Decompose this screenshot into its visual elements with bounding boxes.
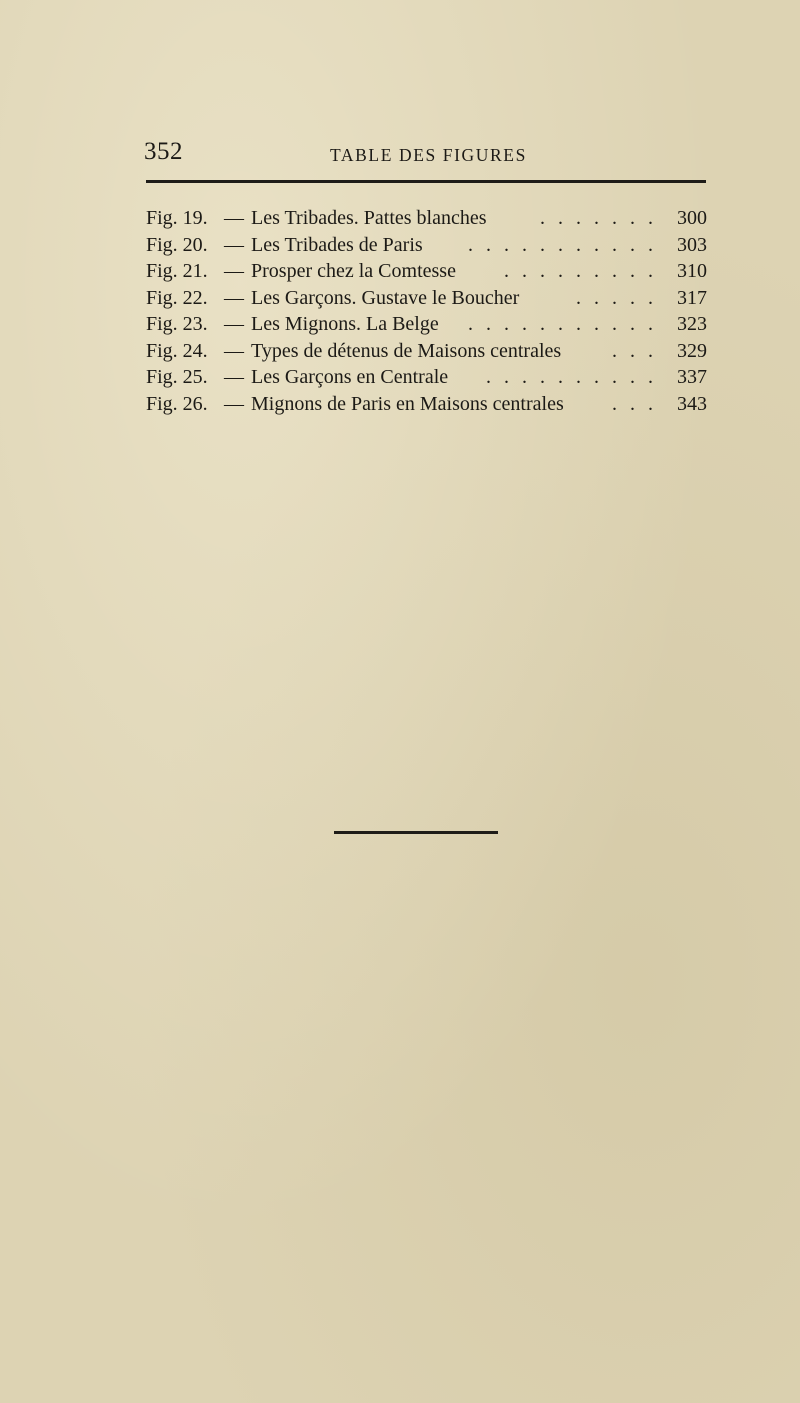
- figure-title: Types de détenus de Maisons centrales: [251, 339, 562, 362]
- list-item: [146, 391, 707, 418]
- page-reference: 317: [677, 286, 707, 309]
- entry-dash: —: [224, 286, 244, 309]
- entry-dash: —: [224, 392, 244, 415]
- page-reference: 310: [677, 260, 707, 282]
- figure-number: Fig. 24.: [146, 339, 208, 362]
- page-reference: 337: [677, 366, 707, 388]
- dot-leader: . . . . .: [576, 286, 657, 309]
- list-item: [146, 364, 707, 391]
- figure-title: Les Garçons en Centrale: [251, 366, 449, 388]
- figure-title: Les Tribades. Pattes blanches: [251, 207, 487, 229]
- page-reference: 343: [677, 392, 707, 415]
- figure-number: Fig. 23.: [146, 313, 208, 335]
- dot-leader: . . . . . . . . . .: [486, 366, 657, 388]
- dot-leader: . . .: [612, 339, 657, 362]
- dot-leader: . . .: [612, 392, 657, 415]
- figure-title: Les Tribades de Paris: [251, 233, 423, 256]
- figure-number: Fig. 21.: [146, 260, 208, 282]
- figure-number: Fig. 22.: [146, 286, 208, 309]
- page-reference: 303: [677, 233, 707, 256]
- page-reference: 323: [677, 313, 707, 335]
- list-item: [146, 338, 707, 365]
- figure-title: Les Garçons. Gustave le Boucher: [251, 286, 520, 309]
- figure-title: Mignons de Paris en Maisons centrales: [251, 392, 564, 415]
- entry-dash: —: [224, 339, 244, 362]
- list-item: [146, 285, 707, 312]
- end-rule: [334, 831, 498, 834]
- entry-dash: —: [224, 207, 244, 229]
- figure-list: [146, 205, 707, 417]
- entry-dash: —: [224, 233, 244, 256]
- figure-number: Fig. 20.: [146, 233, 208, 256]
- dot-leader: . . . . . . . . . . .: [468, 313, 657, 335]
- entry-dash: —: [224, 260, 244, 282]
- page-reference: 300: [677, 207, 707, 229]
- list-item: [146, 311, 707, 338]
- dot-leader: . . . . . . . . .: [504, 260, 657, 282]
- dot-leader: . . . . . . .: [540, 207, 657, 229]
- running-head: TABLE DES FIGURES: [330, 145, 527, 165]
- figure-number: Fig. 26.: [146, 392, 208, 415]
- figure-number: Fig. 25.: [146, 366, 208, 388]
- figure-title: Les Mignons. La Belge: [251, 313, 439, 335]
- list-item: [146, 258, 707, 285]
- entry-dash: —: [224, 313, 244, 335]
- entry-dash: —: [224, 366, 244, 388]
- dot-leader: . . . . . . . . . . .: [468, 233, 657, 256]
- figure-number: Fig. 19.: [146, 207, 208, 229]
- figure-title: Prosper chez la Comtesse: [251, 260, 456, 282]
- list-item: [146, 205, 707, 232]
- page-number: 352: [144, 138, 183, 165]
- header-rule: [146, 180, 706, 183]
- page-reference: 329: [677, 339, 707, 362]
- list-item: [146, 232, 707, 259]
